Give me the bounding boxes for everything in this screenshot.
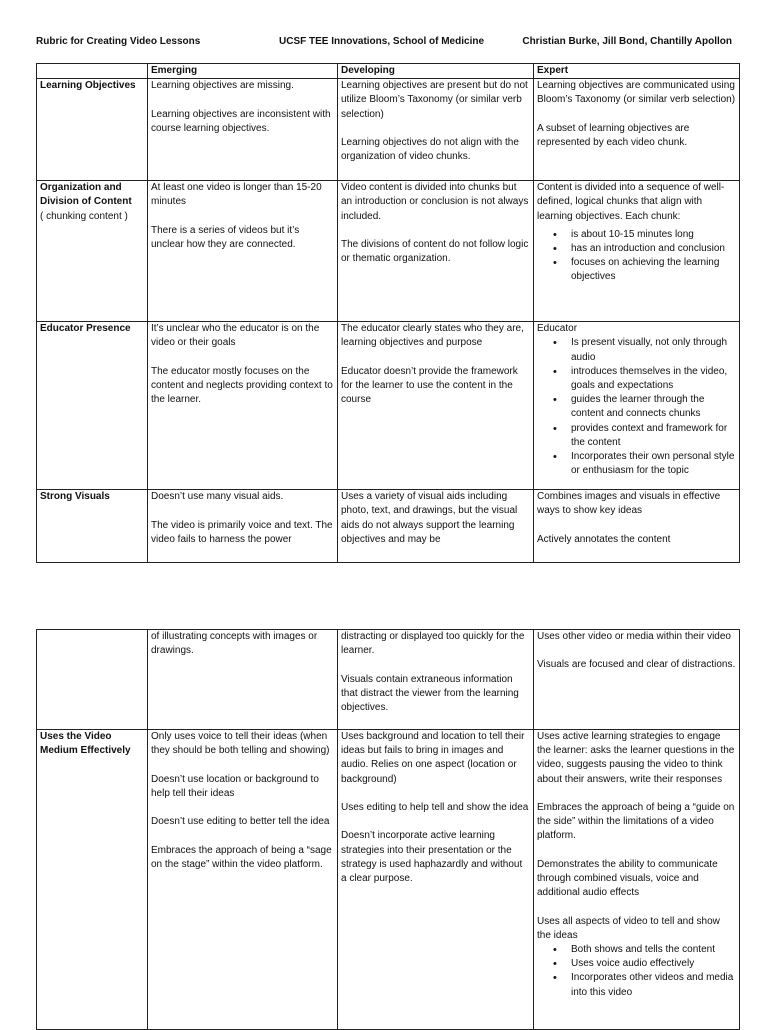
cell-text: A subset of learning objectives are represented by each video chunk. [537,122,690,148]
bullet-list [537,336,736,478]
developing-cell [338,730,534,1030]
cell-text: Actively annotates the content [537,533,671,545]
criterion-cell [37,181,148,322]
page-header [36,36,740,52]
criterion-cell [37,630,148,730]
bullet-item: • introduces themselves in the video, goals and expectations [571,365,736,393]
document-title: Rubric for Creating Video Lessons [36,36,201,47]
cell-text: Embraces the approach of being a “sage on the stage” within the video platform. [151,844,332,870]
cell-text: Visuals are focused and clear of distractions. [537,659,736,671]
criterion-cell [37,79,148,181]
rubric-table-page1 [36,63,740,563]
bullet-item: • Uses voice audio effectively [571,957,736,971]
cell-text: The educator mostly focuses on the content and neglects providing context to the learner. [151,365,333,406]
cell-text: Educator [537,323,578,335]
column-header-emerging: Emerging [148,64,338,79]
criterion-cell [37,490,148,563]
cell-text: Doesn’t use location or background to help tell their ideas [151,773,319,799]
criterion-label: Organization and Division of Content [40,182,132,208]
cell-text: The divisions of content do not follow logic or thematic organization. [341,239,529,265]
cell-text: Embraces the approach of being a “guide on the side” within the limitations of a video platform. [537,802,735,842]
criterion-label: Strong Visuals [40,491,110,503]
cell-text: Learning objectives are missing. [151,80,294,92]
cell-text: Visuals contain extraneous information that distract the viewer from the learning objectives. [341,673,519,713]
cell-text: Educator doesn’t provide the framework for the learner to use the content in the course [341,365,518,406]
cell-text: Content is divided into a sequence of well-defined, logical chunks that align with learning objectives. Each chunk: [537,182,725,222]
criterion-label: Educator Presence [40,323,131,335]
table-row [37,490,740,563]
criterion-cell [37,322,148,490]
cell-text: Doesn’t use many visual aids. [151,491,284,503]
cell-text: Video content is divided into chunks but an introduction or conclusion is not always included. [341,182,529,222]
cell-text: Uses active learning strategies to engage the learner: asks the learner questions in the video, suggests pausing the video to think about their answers, write their responses [537,731,735,785]
bullet-item: • is about 10-15 minutes long [571,228,736,242]
bullet-item: • Incorporates their own personal style or enthusiasm for the topic [571,450,736,478]
cell-text: Uses background and location to tell their ideas but fails to bring in images and audio. Relies on one aspect (location or background) [341,731,525,785]
table-row [37,630,740,730]
emerging-cell [148,730,338,1030]
cell-text: of illustrating concepts with images or drawings. [151,631,318,657]
cell-text: At least one video is longer than 15-20 minutes [151,182,322,208]
table-row [37,79,740,181]
bullet-item: • guides the learner through the content and connects chunks [571,393,736,421]
expert-cell [534,181,740,322]
table-row [37,322,740,490]
expert-cell [534,79,740,181]
bullet-item: • provides context and framework for the content [571,422,736,450]
institution-name: UCSF TEE Innovations, School of Medicine [279,36,485,47]
developing-cell [338,79,534,181]
column-header-developing: Developing [338,64,534,79]
bullet-list [537,943,736,1000]
bullet-list [537,228,736,285]
table-row [37,181,740,322]
table-row [37,730,740,1030]
cell-text: There is a series of videos but it’s unclear how they are connected. [151,224,300,250]
cell-text: Uses editing to help tell and show the idea [341,802,529,813]
expert-cell [534,490,740,563]
header-row [37,64,740,79]
cell-text: Uses a variety of visual aids including photo, text, and drawings, but the visual aids do not always support the learning objectives and may be [341,491,518,545]
emerging-cell [148,181,338,322]
rubric-table-page2 [36,629,740,1030]
cell-text: It’s unclear who the educator is on the video or their goals [151,323,320,349]
bullet-item: • focuses on achieving the learning objectives [571,256,736,284]
corner-header [37,64,148,79]
emerging-cell [148,490,338,563]
emerging-cell [148,79,338,181]
criterion-label: Uses the Video Medium Effectively [40,731,131,757]
cell-text: Uses other video or media within their video [537,631,731,642]
emerging-cell [148,630,338,730]
cell-text: Doesn’t use editing to better tell the idea [151,816,330,828]
cell-text: Learning objectives do not align with the organization of video chunks. [341,137,519,163]
developing-cell [338,322,534,490]
criterion-label: Learning Objectives [40,80,136,92]
criterion-cell [37,730,148,1030]
expert-cell [534,630,740,730]
cell-text: Only uses voice to tell their ideas (when they should be both telling and showing) [151,731,330,757]
developing-cell [338,490,534,563]
expert-cell [534,730,740,1030]
cell-text: distracting or displayed too quickly for the learner. [341,631,525,657]
bullet-item: • Is present visually, not only through audio [571,336,736,364]
developing-cell [338,630,534,730]
cell-text: Learning objectives are communicated using Bloom’s Taxonomy (or similar verb selection) [537,80,736,106]
bullet-item: • has an introduction and conclusion [571,242,736,256]
cell-text: Combines images and visuals in effective ways to show key ideas [537,491,721,517]
developing-cell [338,181,534,322]
cell-text: Doesn’t incorporate active learning strategies into their presentation or the strategy is used haphazardly and without a clear purpose. [341,830,523,884]
cell-text: Learning objectives are present but do not utilize Bloom’s Taxonomy (or similar verb selection) [341,80,528,120]
cell-text: The educator clearly states who they are, learning objectives and purpose [341,323,524,349]
expert-cell [534,322,740,490]
cell-text: Uses all aspects of video to tell and show the ideas [537,915,720,941]
cell-text: Demonstrates the ability to communicate through combined visuals, voice and additional audio effects [537,858,718,899]
criterion-sublabel: ( chunking content ) [40,210,128,222]
bullet-item: • Both shows and tells the content [571,943,736,957]
cell-text: The video is primarily voice and text. The video fails to harness the power [151,519,333,545]
column-header-expert: Expert [534,64,740,79]
emerging-cell [148,322,338,490]
authors: Christian Burke, Jill Bond, Chantilly Apollon [522,36,732,47]
bullet-item: • Incorporates other videos and media into this video [571,971,736,999]
cell-text: Learning objectives are inconsistent with course learning objectives. [151,108,331,134]
